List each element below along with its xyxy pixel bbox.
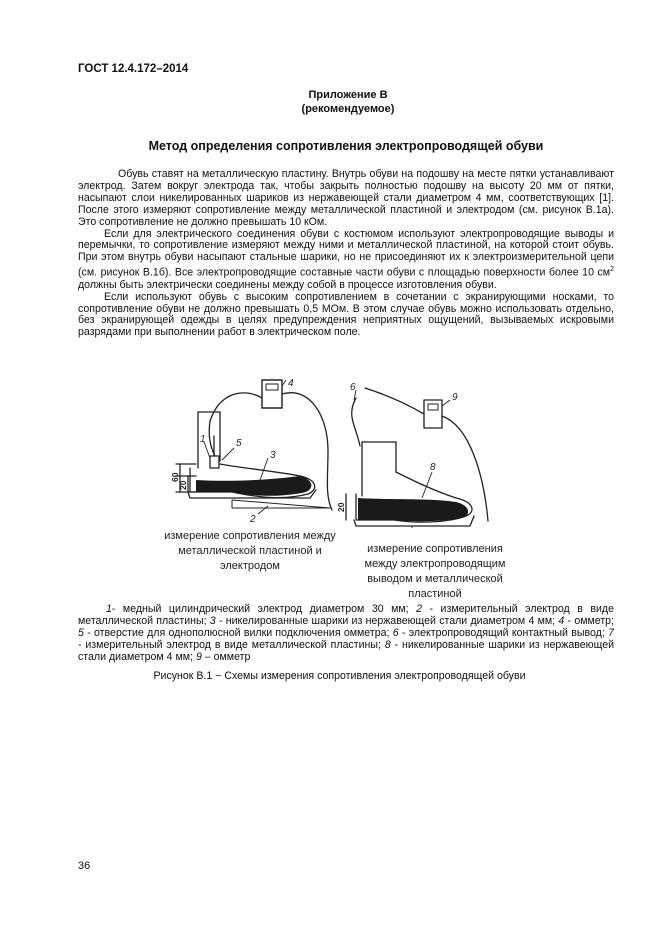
lead-wire-right-b — [365, 388, 424, 414]
caption-right: измерение сопротивления между электропроводящим выводом и металлической пластиной — [364, 543, 506, 600]
legend-key-3: 3 — [209, 614, 216, 627]
legend-key-1: 1 — [106, 603, 112, 615]
steel-balls-right — [358, 498, 468, 521]
legend-key-5: 5 — [78, 626, 84, 639]
figure-title: Рисунок В.1 − Схемы измерения сопротивления электропроводящей обуви — [153, 670, 526, 682]
label-9: 9 — [452, 392, 458, 403]
legend-text-4: - омметр; — [564, 614, 615, 627]
appendix-heading — [0, 88, 661, 116]
label-6: 6 — [350, 382, 356, 393]
lead-wire-right-a — [352, 398, 360, 446]
caption-left: измерение сопротивления между металлической пластиной и электродом — [164, 530, 336, 572]
document-code: ГОСТ 12.4.172–2014 — [78, 63, 189, 75]
electrode-1 — [210, 456, 219, 468]
paragraph-2 — [78, 229, 614, 292]
label-8: 8 — [430, 462, 436, 473]
dim-label-60: 60 — [170, 472, 180, 482]
plate-left — [232, 500, 330, 508]
section-title: Метод определения сопротивления электропроводящей обуви — [148, 139, 544, 153]
paragraph-3: Если используют обувь с высоким сопротивлением в сочетании с экранирующими носками, то сопротивление обуви не должно превышать 0,5 МОм. В этом случае обувь можно использовать отдельно, без экранирующей одежды в целях предупреждения неприятных ощущений, вызываемых искровыми разрядами при выполнении работ в электрическом поле. — [78, 290, 614, 339]
dim-label-20-right: 20 — [336, 502, 346, 512]
legend-key-8: 8 — [384, 638, 391, 651]
legend-text-2: - измерительный электрод в виде металлической пластины; — [78, 603, 614, 627]
legend-key-6: 6 — [392, 626, 399, 639]
legend-text-1: - медный цилиндрический электрод диаметром 30 мм; — [111, 603, 417, 615]
ohmmeter-right-display — [428, 404, 438, 410]
figure-diagram — [150, 376, 510, 528]
legend-key-2: 2 — [416, 603, 423, 615]
legend-key-4: 4 — [558, 614, 565, 627]
leader-3 — [260, 458, 268, 480]
body-text — [78, 169, 614, 339]
leader-2 — [258, 506, 268, 514]
paragraph-2-part2: должны быть электрически соединены между собой в процессе изготовления обуви. — [78, 278, 497, 291]
boot-right-upper — [362, 442, 396, 496]
label-1: 1 — [200, 434, 206, 445]
legend-text-9: – омметр — [201, 650, 251, 663]
paragraph-1: Обувь ставят на металлическую пластину. Внутрь обуви на подошву на месте пятки устанавливают электрод. Затем вокруг электрода так, чтобы закрыть полностью подошву на высоту 20 мм от пятки, насыпают слои никелированных шариков из нержавеющей стали диаметром 4 мм, соответствующих [1]. После этого измеряют сопротивление между металлической пластиной и электродом (см. рисунок В.1а). Это сопротивление не должно превышать 10 кОм. — [78, 168, 614, 228]
paragraph-2-part1: Если для электрического соединения обуви с костюмом используют электропроводящие выводы и перемычки, то сопротивление измеряют между ними и металлической пластиной, на которой стоит обувь. При этом внутрь обуви насыпают стальные шарики, но не присоединяют их к электроизмерительной цепи (см. рисунок В.1б). Все электропроводящие составные части обуви с площадью поверхности более 10 см — [78, 227, 614, 279]
leader-5 — [222, 448, 234, 460]
superscript: 2 — [610, 266, 614, 274]
legend-key-9: 9 — [195, 650, 202, 663]
legend-text-7: - измерительный электрод в виде металлической пластины; — [78, 638, 385, 651]
appendix-name: Приложение В — [308, 89, 388, 101]
steel-balls-left — [196, 476, 311, 496]
page-number: 36 — [78, 860, 91, 872]
legend-text-6: - электропроводящий контактный вывод; — [398, 626, 609, 639]
label-5: 5 — [236, 438, 242, 449]
label-4: 4 — [288, 378, 294, 389]
label-2: 2 — [250, 514, 256, 525]
appendix-status: (рекомендуемое) — [301, 103, 395, 115]
legend-text-8: - никелированные шарики из нержавеющей стали диаметром 4 мм; — [78, 638, 615, 663]
label-3: 3 — [270, 450, 276, 461]
dim-label-20-left: 20 — [178, 480, 188, 490]
ohmmeter-left-display — [266, 384, 278, 390]
leader-9 — [442, 400, 450, 406]
legend-text-3: - никелированные шарики из нержавеющей стали диаметром 4 мм; — [215, 614, 559, 627]
legend-text-5: - отверстие для однополюсной вилки подключения омметра; — [83, 626, 393, 639]
figure-legend — [78, 604, 614, 664]
legend-key-7: 7 — [608, 626, 614, 639]
